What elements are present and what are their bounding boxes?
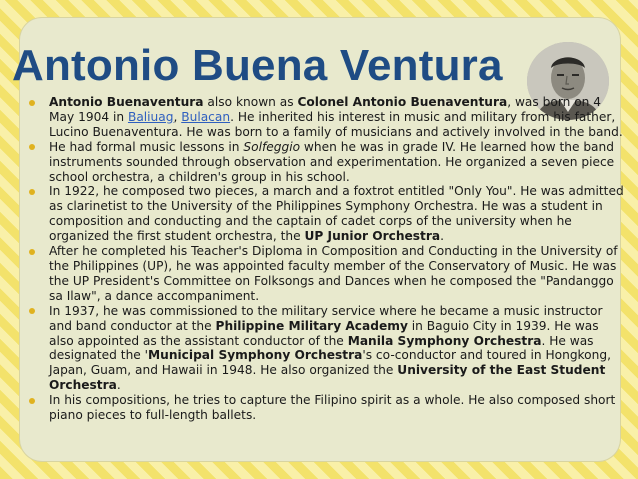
bullet-icon (29, 398, 35, 404)
list-item (28, 140, 626, 185)
list-item (28, 244, 626, 304)
body-text: In 1922, he composed two pieces, a march and a foxtrot entitled "Only You". He was admitted as clarinetist to the University of the Philippines Symphony Orchestra. He was a student in composition and conducting and the captain of cadet corps of the university when he organized the first student orchestra, the (49, 184, 624, 244)
bullet-icon (29, 249, 35, 255)
body-text: in Baguio City in 1939. He was also appointed as the assistant conductor of the (49, 318, 599, 348)
body-text: also known as (203, 95, 298, 109)
bullet-list (28, 95, 626, 423)
list-item (28, 393, 626, 423)
body-text: . He was designated the ' (49, 333, 594, 363)
link-baliuag[interactable]: Baliuag (127, 109, 174, 124)
bullet-icon (29, 100, 35, 106)
body-text: He had formal music lessons in (49, 139, 244, 154)
bold-text: Antonio Buenaventura (49, 95, 204, 109)
bullet-icon (29, 189, 35, 195)
body-text: , (173, 109, 182, 124)
italic-text: Solfeggio (243, 139, 301, 154)
bold-text: UP Junior Orchestra (304, 229, 441, 244)
body-text: After he completed his Teacher's Diploma in Composition and Conducting in the University of the Philippines (UP), he was appointed faculty member of the Conservatory of Music. He was the UP President's Committee on Folksongs and Dances when he composed the "Pandanggo sa Ilaw", a dance accompaniment. (49, 244, 618, 303)
list-item (28, 304, 626, 393)
body-text: . (116, 378, 121, 393)
list-item (28, 95, 626, 140)
bold-text: Colonel Antonio Buenaventura (297, 95, 508, 109)
slide-title: Antonio Buena Ventura (12, 41, 503, 90)
body-text: In his compositions, he tries to capture the Filipino spirit as a whole. He also composed short piano pieces to full-length ballets. (49, 393, 616, 423)
body-text: when he was in grade IV. He learned how the band instruments sounded through observation and experimentation. He organized a seven piece school orchestra, a children's group in his school. (49, 139, 615, 184)
body-text: . He inherited his interest in music and military from his father, Lucino Buenaventura. He was born to a family of musicians and actively involved in the band. (49, 109, 623, 139)
bullet-icon (29, 308, 35, 314)
list-item (28, 184, 626, 244)
bold-text: Philippine Military Academy (215, 318, 408, 333)
body-text: , was born on 4 May 1904 in (49, 95, 602, 124)
body-text: 's co-conductor and toured in Hongkong, Japan, Guam, and Hawaii in 1948. He also organized the (49, 348, 611, 378)
link-bulacan[interactable]: Bulacan (181, 109, 231, 124)
bold-text: Municipal Symphony Orchestra (148, 348, 363, 363)
body-text: . (440, 229, 444, 244)
bold-text: Manila Symphony Orchestra (347, 333, 542, 348)
bold-text: University of the East Student Orchestra (49, 363, 606, 393)
bullet-icon (29, 144, 35, 150)
body-text: In 1937, he was commissioned to the military service where he became a music instructor and band conductor at the (49, 303, 603, 333)
